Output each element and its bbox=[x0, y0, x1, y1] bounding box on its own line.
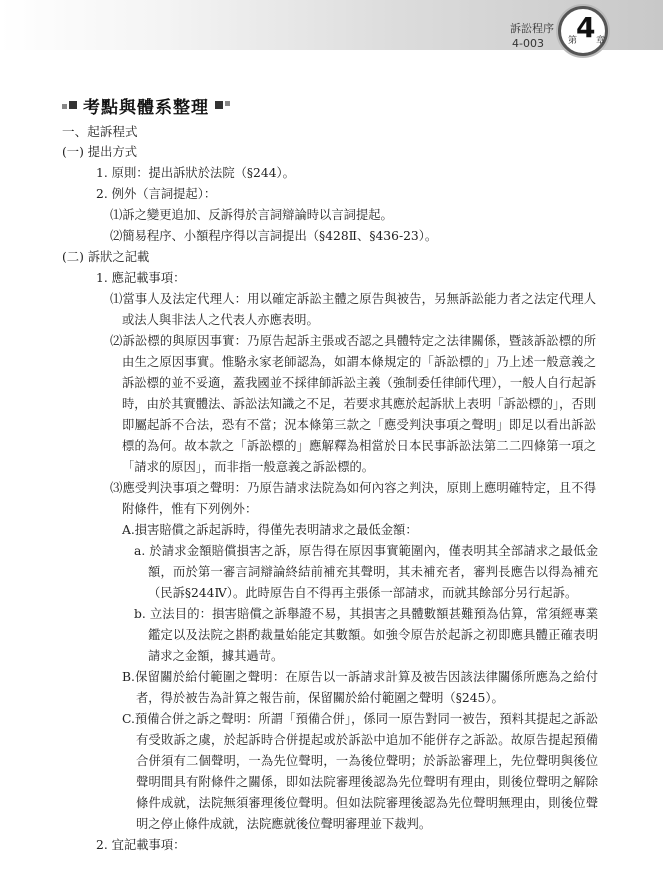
square-decoration-icon bbox=[215, 101, 230, 109]
paragraph: ⑴當事人及法定代理人：用以確定訴訟主體之原告與被告，另無訴訟能力者之法定代理人或法人與非法人之代表人亦應表明。 bbox=[110, 292, 596, 327]
sub-list-item: ⑵簡易程序、小額程序得以言詞提出（§428Ⅱ、§436-23）。 bbox=[110, 229, 438, 243]
paragraph: b. 立法目的：損害賠償之訴舉證不易，其損害之具體數額甚難預為估算，常須經專業鑑定以及法院之斟酌裁量始能定其數額。如強令原告於起訴之初即應具體正確表明請求之金額，據其過苛。 bbox=[134, 607, 598, 663]
paragraph: C.預備合併之訴之聲明：所謂「預備合併」，係同一原告對同一被告，預料其提起之訴訟有受敗訴之虞，於起訴時合併提起或於訴訟中追加不能併存之訴訟。故原告提起預備合併須有二個聲明，一為先位聲明，一為後位聲明；於訴訟審理上，先位聲明與後位聲明間具有附條件之關係，即如法院審理後認為先位聲明有理由，則後位聲明之解除條件成就，法院無須審理後位聲明。但如法院審理後認為先位聲明無理由，則後位聲明之停止條件成就，法院應就後位聲明審理並下裁判。 bbox=[122, 712, 598, 831]
list-item: 2. 宜記載事項： bbox=[96, 838, 186, 852]
heading-level-2: (一) 提出方式 bbox=[62, 145, 137, 159]
chapter-name: 訴訟程序 bbox=[510, 22, 554, 35]
page-number: 4-003 bbox=[512, 37, 544, 50]
sub-heading: A.損害賠償之訴起訴時，得僅先表明請求之最低金額： bbox=[122, 523, 418, 537]
paragraph: a. 於請求金額賠償損害之訴，原告得在原因事實範圍內，僅表明其全部請求之最低金額，而於第一審言詞辯論終結前補充其聲明，其未補充者，審判長應告以得為補充（民訴§244Ⅳ）。此時原告自不得再主張係一部請求，而就其餘部分另行起訴。 bbox=[134, 544, 598, 600]
list-item: 2. 例外（言詞提起）： bbox=[96, 187, 217, 201]
chapter-number: 4 bbox=[576, 11, 596, 44]
section-title-row bbox=[62, 93, 230, 117]
document-body bbox=[0, 121, 663, 856]
chapter-badge-prefix: 第 bbox=[568, 36, 578, 46]
list-item: 1. 應記載事項： bbox=[96, 271, 186, 285]
section-title: 考點與體系整理 bbox=[83, 97, 209, 118]
sub-list-item: ⑴訴之變更追加、反訴得於言詞辯論時以言詞提起。 bbox=[110, 208, 393, 222]
chapter-badge bbox=[558, 6, 608, 56]
heading-level-2: (二) 訴狀之記載 bbox=[62, 250, 150, 264]
paragraph: B.保留關於給付範圍之聲明：在原告以一訴請求計算及被告因該法律關係所應為之給付者，得於被告為計算之報告前，保留關於給付範圍之聲明（§245）。 bbox=[122, 670, 598, 705]
chapter-badge-suffix: 章 bbox=[596, 36, 606, 46]
square-decoration-icon bbox=[62, 101, 77, 109]
paragraph: ⑶應受判決事項之聲明：乃原告請求法院為如何內容之判決，原則上應明確特定，且不得附條件，惟有下列例外： bbox=[110, 481, 596, 516]
list-item: 1. 原則：提出訴狀於法院（§244）。 bbox=[96, 166, 295, 180]
paragraph: ⑵訴訟標的與原因事實：乃原告起訴主張或否認之具體特定之法律關係，暨該訴訟標的所由生之原因事實。惟駱永家老師認為，如謂本條規定的「訴訟標的」乃上述一般意義之訴訟標的並不妥適，蓋我國並不採律師訴訟主義（強制委任律師代理），一般人自行起訴時，由於其實體法、訴訟法知識之不足，若要求其應於起訴狀上表明「訴訟標的」，否則即屬起訴不合法，恐有不當；況本條第三款之「應受判決事項之聲明」即足以看出訴訟標的為何。故本款之「訴訟標的」應解釋為相當於日本民事訴訟法第二二四條第一項之「請求的原因」，而非指一般意義之訴訟標的。 bbox=[110, 334, 596, 474]
heading-level-1: 一、起訴程式 bbox=[62, 124, 138, 139]
